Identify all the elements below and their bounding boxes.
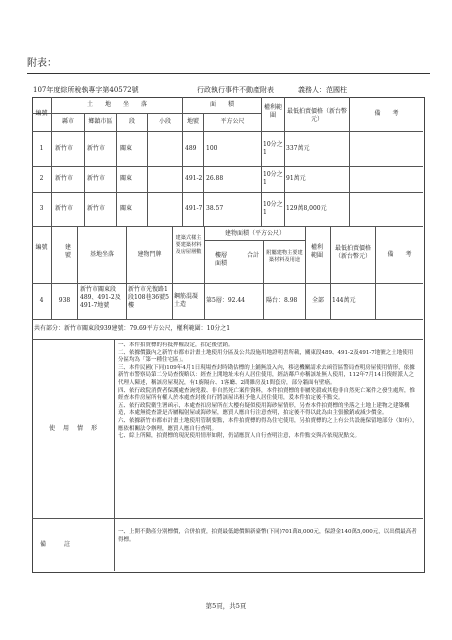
land-row-sqm: 38.57 [206,205,224,212]
bldg-col-annex: 附屬建物主要建築材料及用途 [266,250,303,263]
land-header-area: 面 積 [209,101,234,108]
land-header-note: 備 考 [374,110,399,117]
bldg-row-structure: 鋼筋混凝土造 [174,293,199,308]
bldg-row-scope: 全部 [311,297,324,304]
bldg-col-note: 備 考 [387,251,412,258]
land-col-section: 段 [128,118,135,125]
remarks-text: 一、上開不動產分別標價，合併拍賣，拍賣最低總價額新臺幣(下同)701萬8,000元，保證金140萬5,000元，以出價最高者得標。 [118,529,417,543]
land-col-subsection: 小段 [158,118,171,125]
land-row-no: 3 [39,205,44,212]
land-col-lot: 地號 [186,118,199,125]
bldg-row-annex: 陽台：8.98 [266,297,298,304]
bldg-row-no: 4 [39,297,44,304]
case-number: 107年度綜所稅執專字第40572號 [33,86,139,94]
bldg-row-price: 144萬元 [332,297,356,304]
land-row-price: 91萬元 [286,175,306,182]
bldg-col-no: 編號 [35,244,48,251]
bldg-col-total: 合計 [246,252,259,259]
bldg-col-build-no: 建號 [64,244,71,259]
bldg-col-structure: 建築式樣主要建築材料及房屋層數 [175,235,202,255]
usage-item: 六、依據新竹市都市計畫土地使用管制要點，本件拍賣標的得為住宅使用，另拍賣標的之上有公共設施保留地部分（如有），應依相關法令辦理，應買人應自行查明。 [118,417,418,432]
land-row-section: 關東 [120,175,133,182]
land-row-county: 新竹市 [55,145,74,152]
land-row-section: 關東 [120,205,133,212]
land-header-price: 最低拍賣價格（新台幣元） [286,108,347,123]
usage-item: 五、依行政院衛生署函示，本處查扣房屋所在大樓有疑似使用海砂屋情形，另查本件拍賣標的坐落之土地上建物之建築構造，本處無從查證是否屬輻射屋或海砂屋，應買人應自行注意查明，拍定後不得以此為由主張撤銷或減少價金。 [118,402,410,417]
land-col-sqm: 平方公尺 [220,118,245,125]
attachment-title: 附表： [27,58,57,69]
land-row-township: 新竹市 [87,145,106,152]
land-header-location: 土 地 坐 落 [86,101,147,108]
document-title: 行政執行事件不動產附表 [197,86,274,94]
bldg-row-build-no: 938 [58,297,71,304]
remarks-label: 備 註 [40,541,73,548]
bldg-col-price: 最低拍賣價格（新台幣元） [334,245,371,260]
bldg-col-base: 基地坐落 [89,251,114,258]
land-row-price: 337萬元 [286,145,310,152]
bldg-row-doorplate: 新竹市光復路1段108巷36號5樓 [128,286,169,309]
land-header-scope: 權利範圍 [263,104,282,119]
land-row-township: 新竹市 [87,175,106,182]
land-row-county: 新竹市 [55,205,74,212]
land-row-no: 1 [39,145,44,152]
bldg-col-floor-area: 樓層面積 [214,252,227,267]
land-row-scope: 10分之1 [263,171,283,186]
page-number: 第5頁，共5頁 [205,602,247,610]
usage-item: 四、依行政院消費者保護處查詢兇殺、非自然死亡案件資料，本件拍賣標的非屬兇殺或其他非自然死亡案件之發生處所，惟經查本件房屋所有權人於本處查封後自行將該屋出租予他人居住使用，爰本件拍定後不點交。 [118,387,416,402]
usage-label: 使 用 情 形 [48,425,98,432]
bldg-row-base: 新竹市關東段489、491-2及491-7地號 [80,286,121,309]
land-row-lot: 491-2 [185,175,203,182]
bldg-col-scope: 權利範圍 [311,244,324,259]
land-row-sqm: 100 [206,145,218,152]
land-row-lot: 491-7 [185,205,203,212]
land-row-sqm: 26.88 [206,175,224,182]
usage-content [118,342,418,516]
land-header-no: 編號 [35,110,48,117]
land-row-section: 關東 [120,145,133,152]
usage-item: 二、依據價籤內之新竹市都市計畫土地使用分區及公共設施用地證明書所載，關東段489、491-2及491-7地號之土地使用分區均為「第一種住宅區」。 [118,349,414,364]
common-part: 共有部分：新竹市關東段939建號：79.69平方公尺，權利範圍：10分之1 [34,325,231,332]
land-row-no: 2 [39,175,44,182]
land-row-price: 129萬8,000元 [286,205,327,212]
land-row-scope: 10分之1 [263,201,283,216]
land-row-scope: 10分之1 [263,141,283,156]
bldg-group-area: 建物面積（平方公尺） [224,230,285,237]
header-rule [27,73,430,74]
land-row-county: 新竹市 [55,175,74,182]
land-row-lot: 489 [185,145,197,152]
usage-item: 一、本件拍賣標的有抵押權設定，拍定後塗銷。 [118,342,234,348]
land-col-township: 鄉鎮市區 [88,118,113,125]
usage-item: 七、綜上所陳，拍賣標的現況使用情形如附，仍請應買人自行查明注意，本件點交與否依現況點交。 [118,433,361,440]
land-row-township: 新竹市 [87,205,106,212]
obligor: 義務人：范國柱 [298,86,347,94]
land-col-county: 縣市 [61,118,74,125]
bldg-row-floor-area: 第5層：92.44 [206,297,245,304]
usage-item: 三、本件民國(下同)109年4月1日現場查封時勘估標的上鋪無設入內，移送機關請求去函管區警局查明房屋使用情形，依據新竹市警察局第二分局查復略以：經查上開地址未有人居住使用，經訪鄰戶亦稱該址無人使用，112年7月14日復經派人之代理人陳述，稱該房屋現況，有1廚隔台、1客廳、2間雜房及1間套房，部分牆面有壁癌。 [118,364,415,386]
bldg-col-doorplate: 建物門牌 [137,251,162,258]
